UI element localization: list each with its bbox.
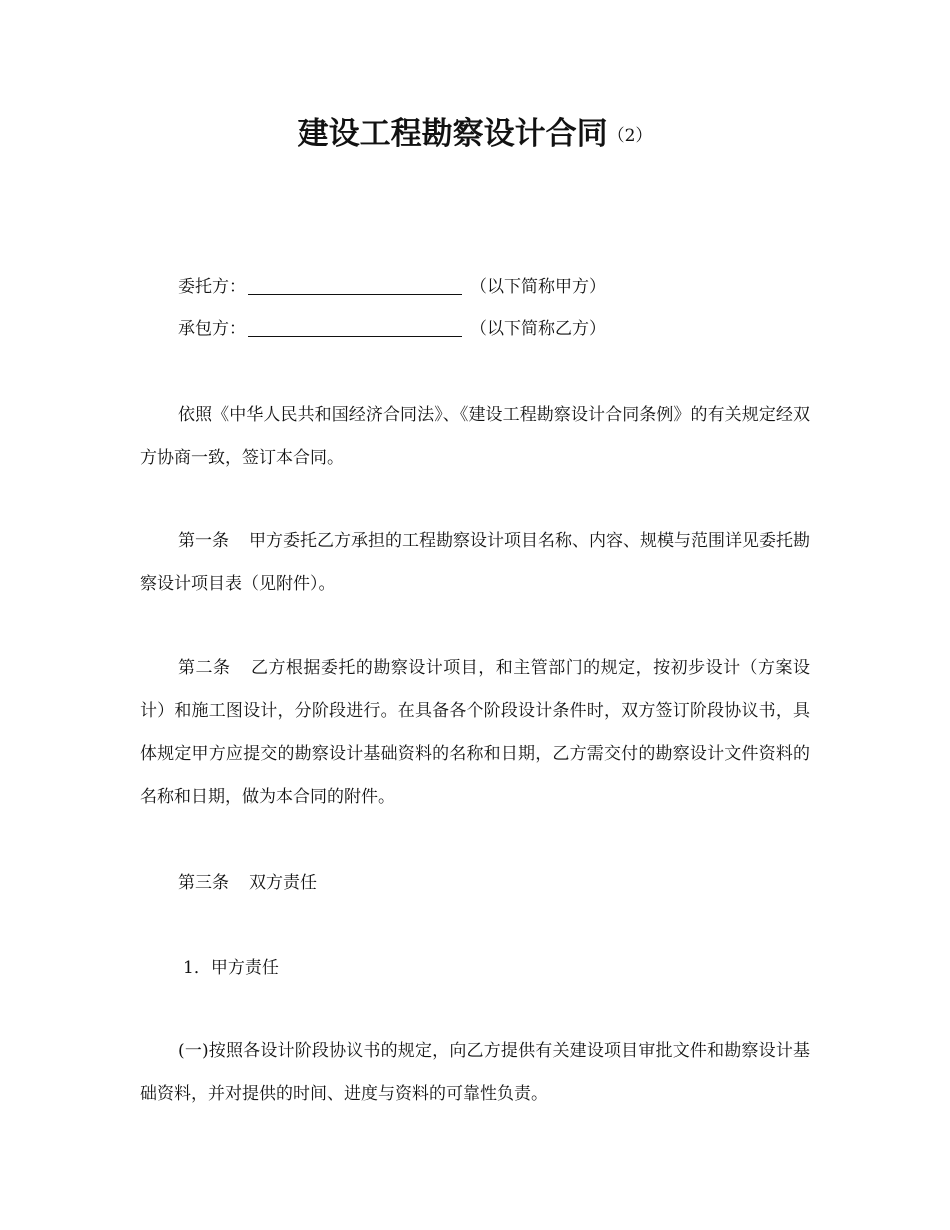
- article-1: [140, 520, 810, 606]
- section-1-item: (一)按照各设计阶段协议书的规定，向乙方提供有关建设项目审批文件和勘察设计基础资料，并对提供的时间、进度与资料的可靠性负责。: [140, 1041, 810, 1104]
- blank-line: [248, 320, 462, 337]
- article-heading: 第二条: [178, 658, 231, 678]
- title-suffix: （2）: [607, 126, 653, 146]
- article-2: [140, 647, 810, 819]
- article-text: 双方责任: [249, 873, 317, 893]
- party-label: 委托方：: [178, 277, 246, 297]
- title-main: 建设工程勘察设计合同: [297, 116, 608, 152]
- article-heading: 第一条: [178, 531, 229, 551]
- document-title: [0, 112, 950, 161]
- party-label: 承包方：: [178, 319, 246, 339]
- party-line-client: [178, 275, 606, 299]
- article-heading: 第三条: [178, 873, 229, 893]
- section-1-label: 1．甲方责任: [183, 958, 279, 978]
- party-note: （以下简称甲方）: [470, 277, 606, 297]
- party-line-contractor: [178, 317, 606, 341]
- article-3: [178, 871, 317, 895]
- blank-line: [248, 278, 462, 295]
- article-text: 乙方根据委托的勘察设计项目，和主管部门的规定，按初步设计（方案设计）和施工图设计，分阶段进行。在具备各个阶段设计条件时，双方签订阶段协议书，具体规定甲方应提交的勘察设计基础资料的名称和日期，乙方需交付的勘察设计文件资料的名称和日期，做为本合同的附件。: [140, 658, 811, 807]
- party-note: （以下简称乙方）: [470, 319, 606, 339]
- article-text: 甲方委托乙方承担的工程勘察设计项目名称、内容、规模与范围详见委托勘察设计项目表（见附件）。: [140, 531, 810, 594]
- preamble-paragraph: 依照《中华人民共和国经济合同法》、《建设工程勘察设计合同条例》的有关规定经双方协商一致，签订本合同。: [140, 405, 810, 468]
